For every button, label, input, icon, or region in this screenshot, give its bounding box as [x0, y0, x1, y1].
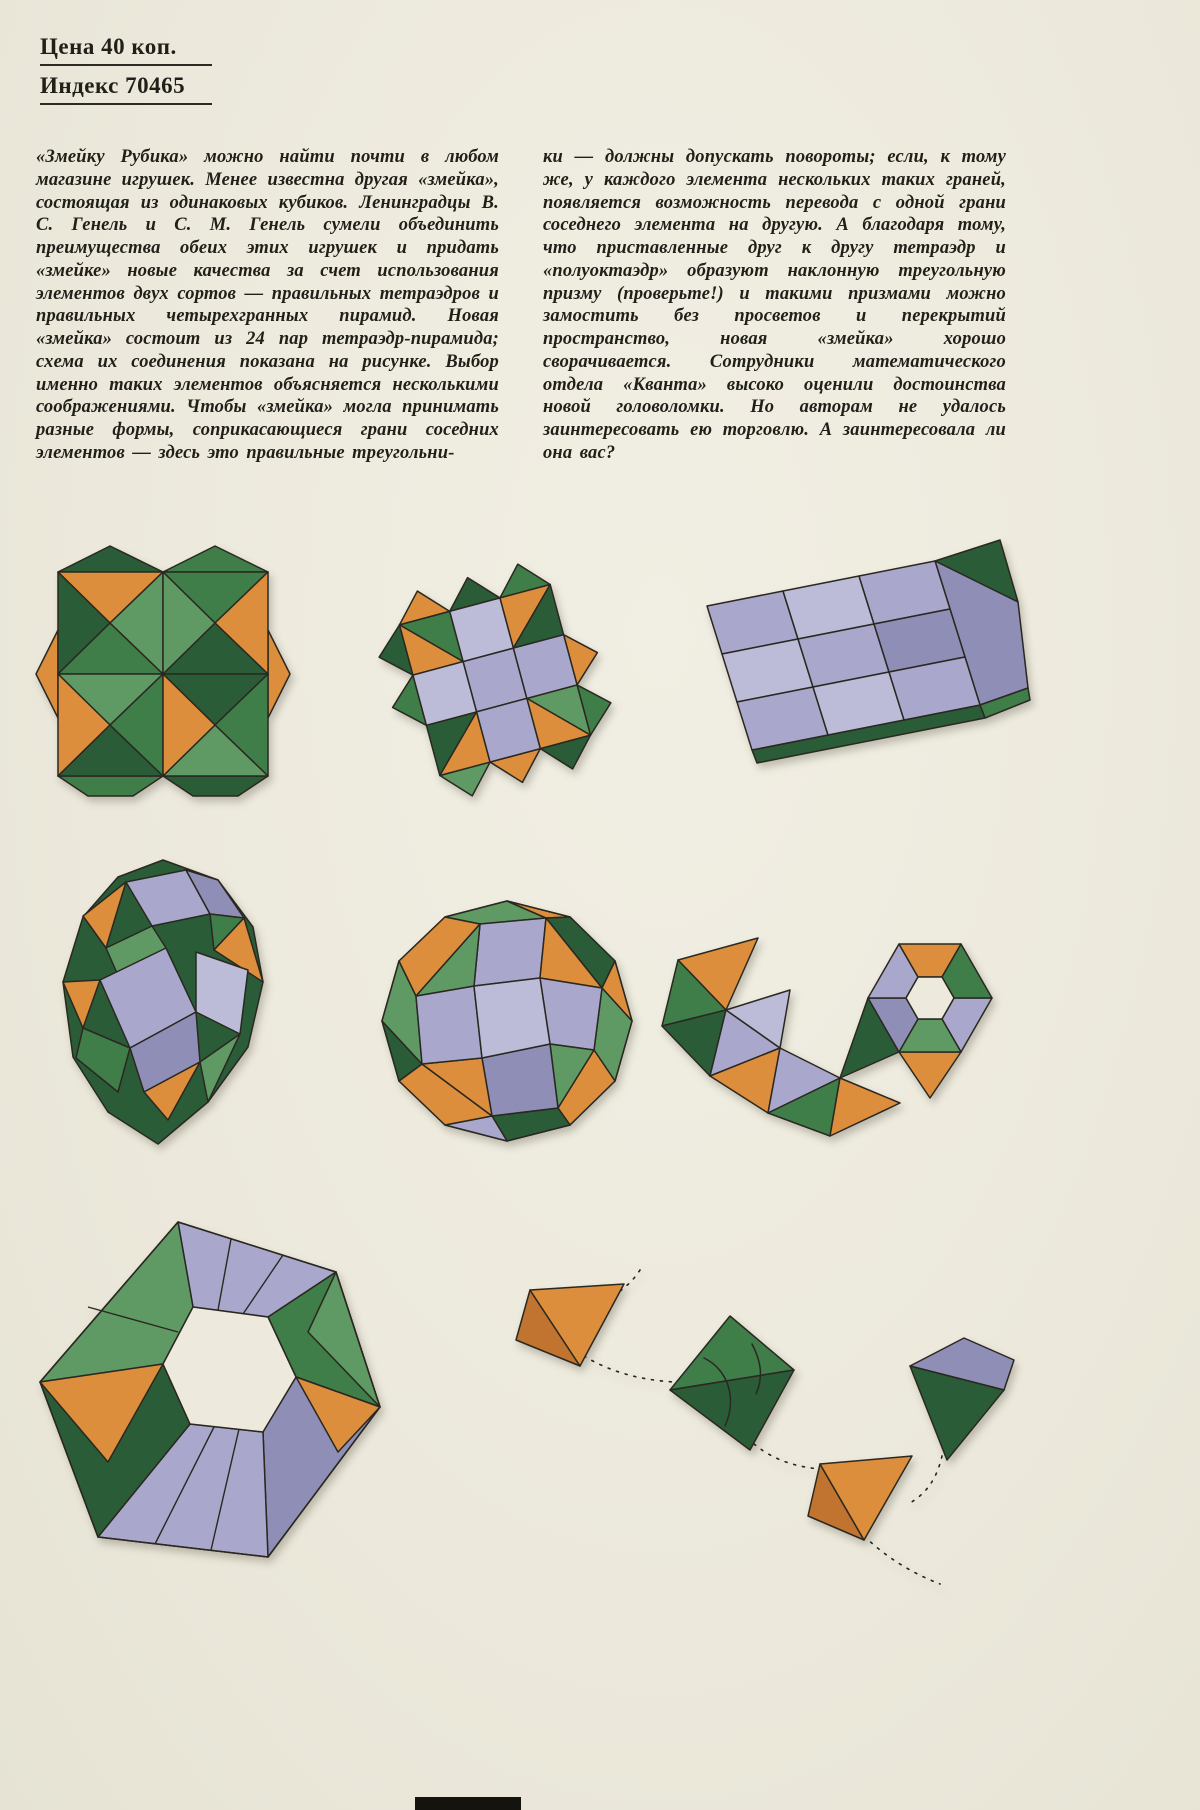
figure-flat-board-illustration	[692, 538, 1037, 800]
figure-sphere-polyhedron	[362, 888, 652, 1158]
figure-cross-block-illustration	[330, 552, 660, 807]
figure-coiled-snake	[650, 898, 1020, 1158]
tetrahedron-orange-2	[808, 1456, 912, 1540]
chain-link-4	[864, 1536, 940, 1584]
figure-coiled-snake-illustration	[650, 898, 1020, 1158]
figure-square-star-illustration	[28, 540, 293, 805]
figure-connection-scheme	[492, 1268, 1017, 1588]
chain-link-2	[754, 1444, 830, 1470]
figure-round-ball-illustration	[48, 852, 283, 1152]
chain-link-3	[910, 1456, 942, 1503]
octahedron-green	[670, 1316, 794, 1450]
article-column-right: ки — должны допускать повороты; если, к тому же, у каждого элемента нескольких таких граней, появляется возможность перевода с одной грани соседнего элемента на другую. А благодаря тому, что приставленные друг к другу тетраэдр и «полуоктаэдр» образуют наклонную треугольную призму (проверьте!) и такими призмами можно замостить без просветов и перекрытий пространство, новая «змейка» хорошо сворачивается. Сотрудники математического отдела «Кванта» высоко оценили достоинства новой головоломки. Но авторам не удалось заинтересовать ею торговлю. А заинтересовала ли она вас?	[543, 147, 1006, 463]
print-mark	[415, 1797, 521, 1810]
tetrahedron-green	[910, 1338, 1014, 1460]
figure-sphere-polyhedron-illustration	[362, 888, 652, 1158]
article-text	[36, 146, 1006, 465]
figure-flat-board	[692, 538, 1037, 800]
chain-link-1	[584, 1356, 674, 1382]
tetrahedron-orange-1	[516, 1284, 624, 1366]
figure-square-star	[28, 540, 293, 805]
price-label: Цена 40 коп.	[40, 34, 212, 66]
imprint-block	[40, 34, 212, 105]
index-label: Индекс 70465	[40, 73, 212, 105]
figure-round-ball	[48, 852, 283, 1152]
article-column-left: «Змейку Рубика» можно найти почти в любом магазине игрушек. Менее известна другая «змейка», состоящая из одинаковых кубиков. Ленинградцы В. С. Генель и С. М. Генель сумели объединить преимущества обеих этих игрушек и придать «змейке» новые качества за счет использования элементов двух сортов — правильных тетраэдров и правильных четырехгранных пирамид. Новая «змейка» состоит из 24 пар тетраэдр-пирамида; схема их соединения показана на рисунке. Выбор именно таких элементов объясняется несколькими соображениями. Чтобы «змейка» могла принимать разные формы, соприкасающиеся грани соседних элементов — здесь это правильные треугольни-	[36, 147, 499, 463]
figure-connection-scheme-illustration	[492, 1268, 1017, 1588]
figure-hexagon-ring-illustration	[28, 1212, 398, 1572]
figure-cross-block	[330, 552, 660, 807]
figure-hexagon-ring	[28, 1212, 398, 1572]
cross-block-group	[365, 550, 625, 810]
